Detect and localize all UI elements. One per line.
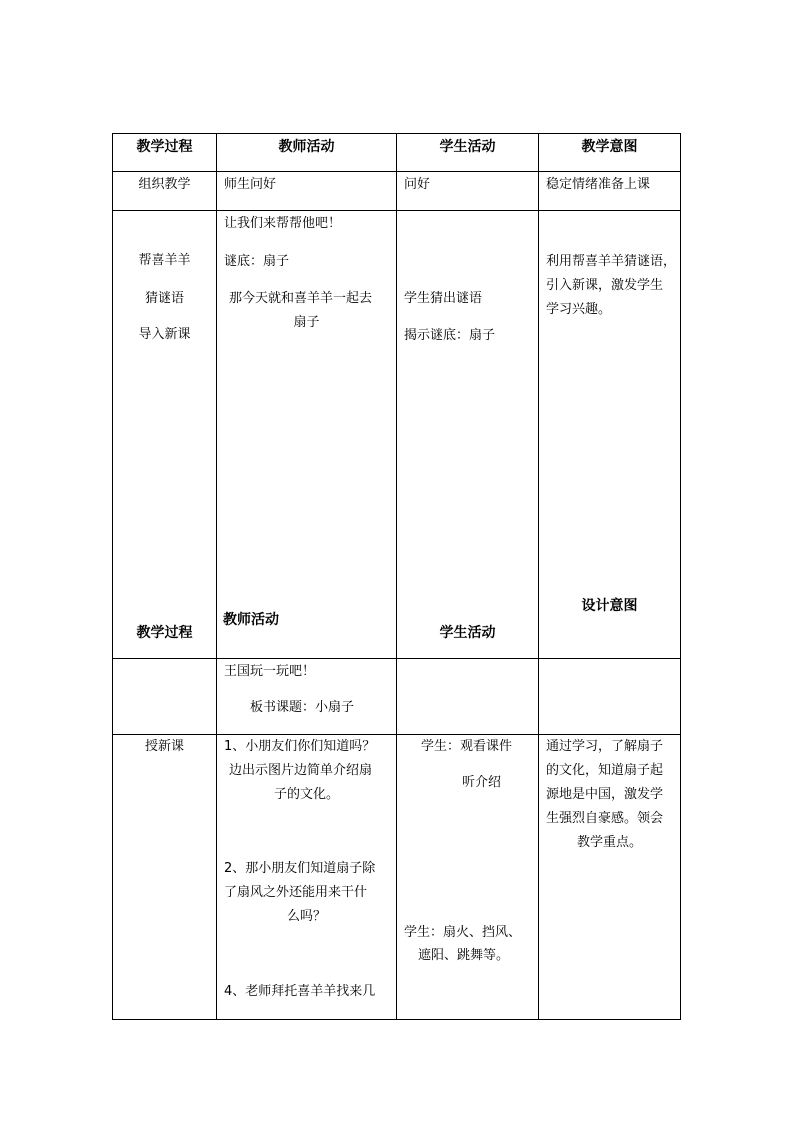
row2-intent-line: 引入新课，激发学生	[546, 278, 664, 293]
table-row-line-2	[112, 210, 681, 211]
row4-student-line: 学生：扇火、挡风、	[404, 925, 522, 940]
subheader-process: 教学过程	[136, 625, 193, 641]
row2-student-line: 学生猜出谜语	[404, 291, 483, 306]
row1-teacher: 师生问好	[224, 177, 277, 192]
header-teacher: 教师活动	[278, 139, 335, 155]
row4-intent-line: 的文化，知道扇子起	[546, 763, 664, 778]
row1-process: 组织教学	[138, 177, 191, 192]
row2-intent-line: 学习兴趣。	[546, 302, 612, 317]
row4-intent-line: 源地是中国，激发学	[546, 787, 664, 802]
subheader-teacher: 教师活动	[223, 612, 279, 628]
row3-teacher-line: 王国玩一玩吧！	[224, 664, 316, 679]
row2-process-line: 猜谜语	[144, 291, 184, 306]
row2-teacher-line: 谜底：扇子	[224, 254, 290, 269]
table-divider-2	[396, 133, 397, 1019]
table-row-line-1	[112, 171, 681, 172]
row4-student-line: 听介绍	[462, 775, 502, 790]
header-process: 教学过程	[136, 139, 193, 155]
row4-teacher-line: 了扇风之外还能用来干什	[224, 885, 368, 900]
header-student: 学生活动	[439, 139, 496, 155]
table-border-top	[112, 133, 681, 134]
row1-intent: 稳定情绪准备上课	[546, 177, 651, 192]
subheader-student: 学生活动	[439, 625, 496, 641]
row2-process-line: 帮喜羊羊	[138, 253, 191, 268]
header-intent: 教学意图	[581, 139, 638, 155]
row4-student-line: 遮阳、跳舞等。	[418, 948, 510, 963]
row4-teacher-line: 么吗？	[286, 909, 326, 924]
row1-student: 问好	[404, 177, 431, 192]
row4-teacher-line: 子的文化。	[273, 787, 339, 802]
row4-teacher-line: 1、小朋友们你们知道吗？	[224, 739, 376, 754]
row2-teacher-line: 让我们来帮帮他吧！	[224, 216, 342, 231]
table-row-line-3	[112, 658, 681, 659]
row4-student-line: 学生：观看课件	[421, 739, 513, 754]
table-border-bottom	[112, 1019, 681, 1020]
row4-teacher-line: 边出示图片边简单介绍扇	[229, 763, 373, 778]
row2-teacher-line: 扇子	[293, 315, 320, 330]
table-border-right	[680, 133, 681, 1019]
subheader-intent: 设计意图	[581, 598, 638, 614]
row4-intent-line: 通过学习，了解扇子	[546, 739, 664, 754]
row4-process: 授新课	[144, 739, 184, 754]
row4-teacher-line: 4、老师拜托喜羊羊找来几	[224, 984, 376, 999]
table-divider-1	[216, 133, 217, 1019]
table-row-line-4	[112, 734, 681, 735]
row3-teacher-line: 板书课题：小扇子	[250, 700, 355, 715]
row2-process-line: 导入新课	[138, 327, 191, 342]
row2-intent-line: 利用帮喜羊羊猜谜语，	[546, 254, 677, 269]
row4-teacher-line: 2、那小朋友们知道扇子除	[224, 861, 376, 876]
table-divider-3	[538, 133, 539, 1019]
row4-intent-line: 生强烈自豪感。领会	[546, 811, 664, 826]
row2-teacher-line: 那今天就和喜羊羊一起去	[229, 291, 373, 306]
row2-student-line: 揭示谜底：扇子	[404, 328, 496, 343]
row4-intent-line: 教学重点。	[576, 835, 642, 850]
